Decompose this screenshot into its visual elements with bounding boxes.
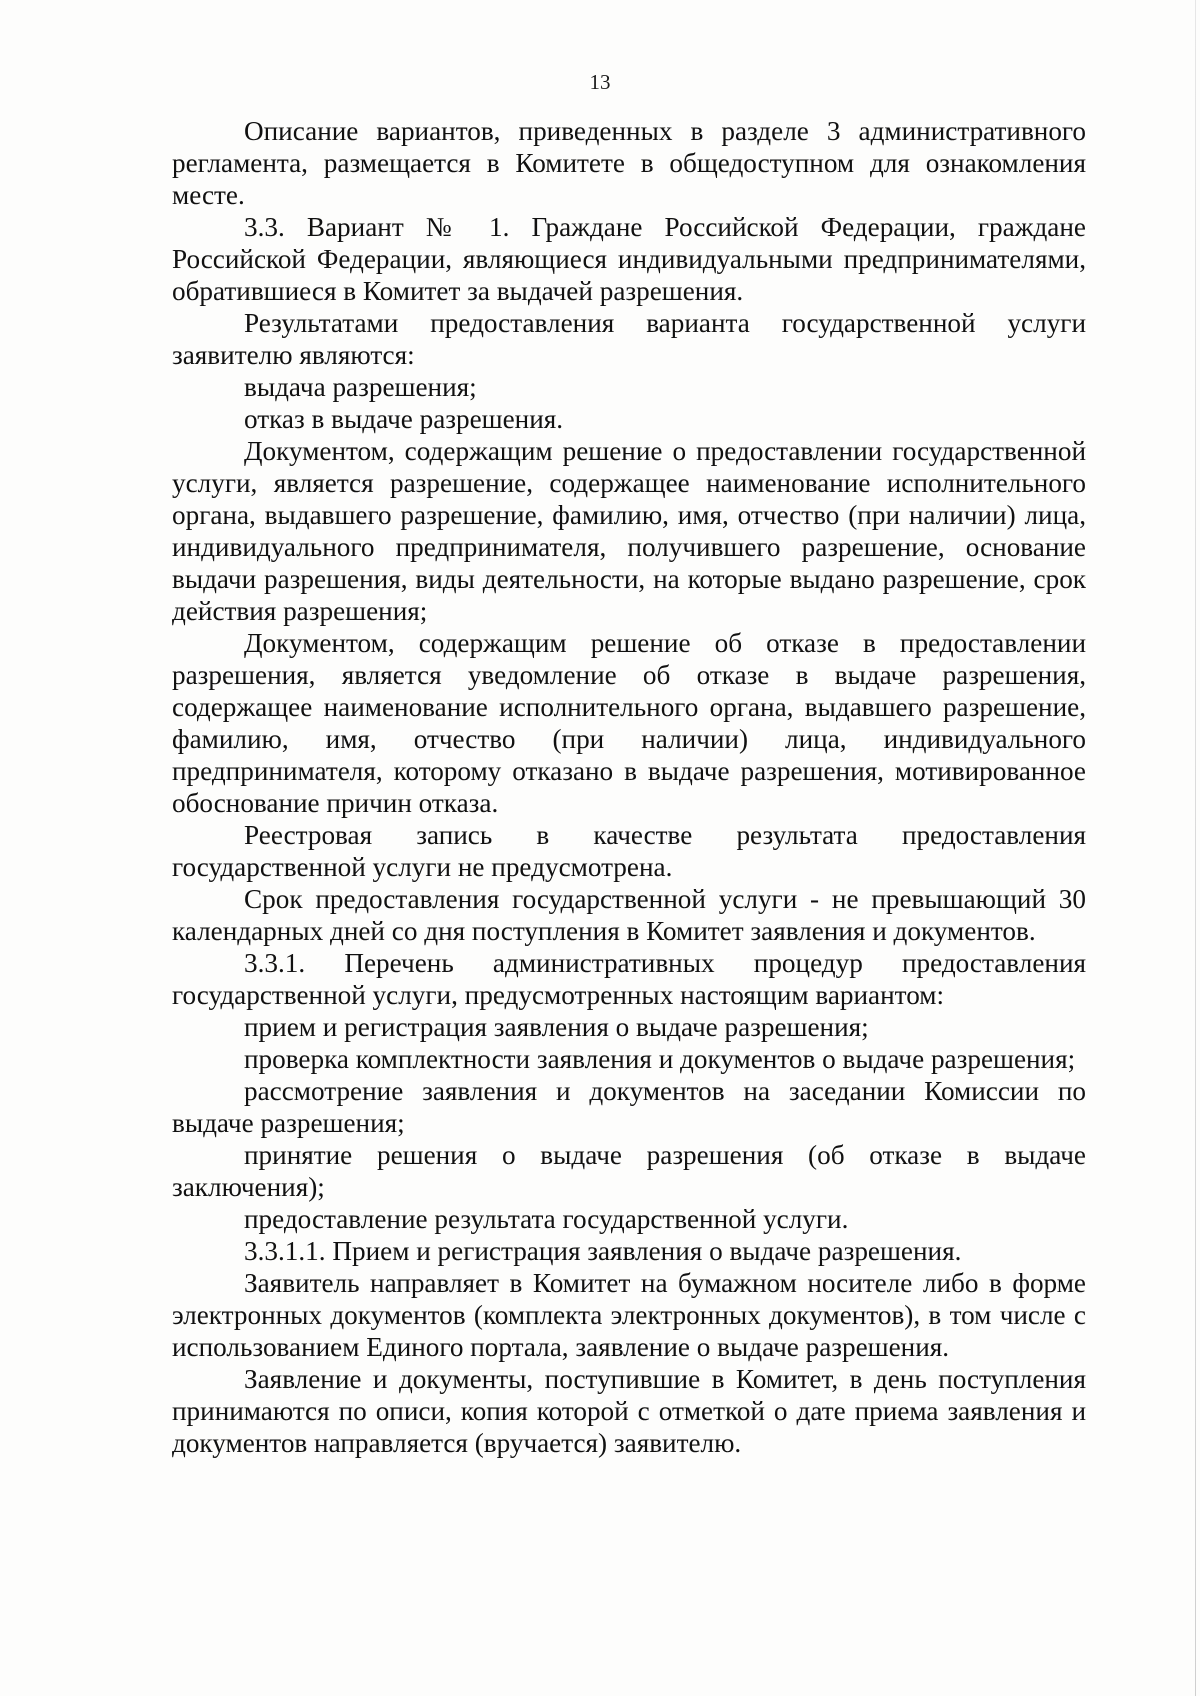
paragraph: Документом, содержащим решение о предоставлении государственной услуги, является разрешение, содержащее наименование исполнительного органа, выдавшего разрешение, фамилию, имя, отчество (при наличии) лица, индивидуального предпринимателя, получившего разрешение, основание выдачи разрешения, виды деятельности, на которые выдано разрешение, срок действия разрешения;: [172, 436, 1086, 626]
paragraph: Описание вариантов, приведенных в разделе 3 административного регламента, размещается в Комитете в общедоступном для ознакомления месте.: [172, 116, 1086, 210]
paragraph: Документом, содержащим решение об отказе в предоставлении разрешения, является уведомление об отказе в выдаче разрешения, содержащее наименование исполнительного органа, выдавшего разрешение, фамилию, имя, отчество (при наличии) лица, индивидуального предпринимателя, которому отказано в выдаче разрешения, мотивированное обоснование причин отказа.: [172, 628, 1086, 818]
page-number: 13: [589, 70, 611, 94]
paragraph: отказ в выдаче разрешения.: [244, 404, 564, 434]
paragraph: предоставление результата государственной услуги.: [244, 1204, 849, 1234]
scan-edge-line: [1195, 0, 1196, 1696]
paragraph: Реестровая запись в качестве результата предоставления государственной услуги не предусмотрена.: [172, 820, 1086, 882]
paragraph: 3.3.1. Перечень административных процедур предоставления государственной услуги, предусмотренных настоящим вариантом:: [172, 948, 1086, 1010]
paragraph: рассмотрение заявления и документов на заседании Комиссии по выдаче разрешения;: [172, 1076, 1086, 1138]
paragraph: прием и регистрация заявления о выдаче разрешения;: [244, 1012, 869, 1042]
paragraph: Результатами предоставления варианта государственной услуги заявителю являются:: [172, 308, 1086, 370]
paragraph: Заявитель направляет в Комитет на бумажном носителе либо в форме электронных документов (комплекта электронных документов), в том числе с использованием Единого портала, заявление о выдаче разрешения.: [172, 1268, 1086, 1362]
paragraph: Заявление и документы, поступившие в Комитет, в день поступления принимаются по описи, копия которой с отметкой о дате приема заявления и документов направляется (вручается) заявителю.: [172, 1364, 1086, 1458]
paragraph: принятие решения о выдаче разрешения (об отказе в выдаче заключения);: [172, 1140, 1086, 1202]
paragraph: выдача разрешения;: [244, 372, 477, 402]
paragraph: 3.3. Вариант № 1. Граждане Российской Федерации, граждане Российской Федерации, являющиеся индивидуальными предпринимателями, обратившиеся в Комитет за выдачей разрешения.: [172, 212, 1086, 306]
paragraph: Срок предоставления государственной услуги - не превышающий 30 календарных дней со дня поступления в Комитет заявления и документов.: [172, 884, 1086, 946]
paragraph: 3.3.1.1. Прием и регистрация заявления о выдаче разрешения.: [244, 1236, 962, 1266]
document-body: [172, 115, 1086, 1459]
paragraph: проверка комплектности заявления и документов о выдаче разрешения;: [244, 1044, 1076, 1074]
